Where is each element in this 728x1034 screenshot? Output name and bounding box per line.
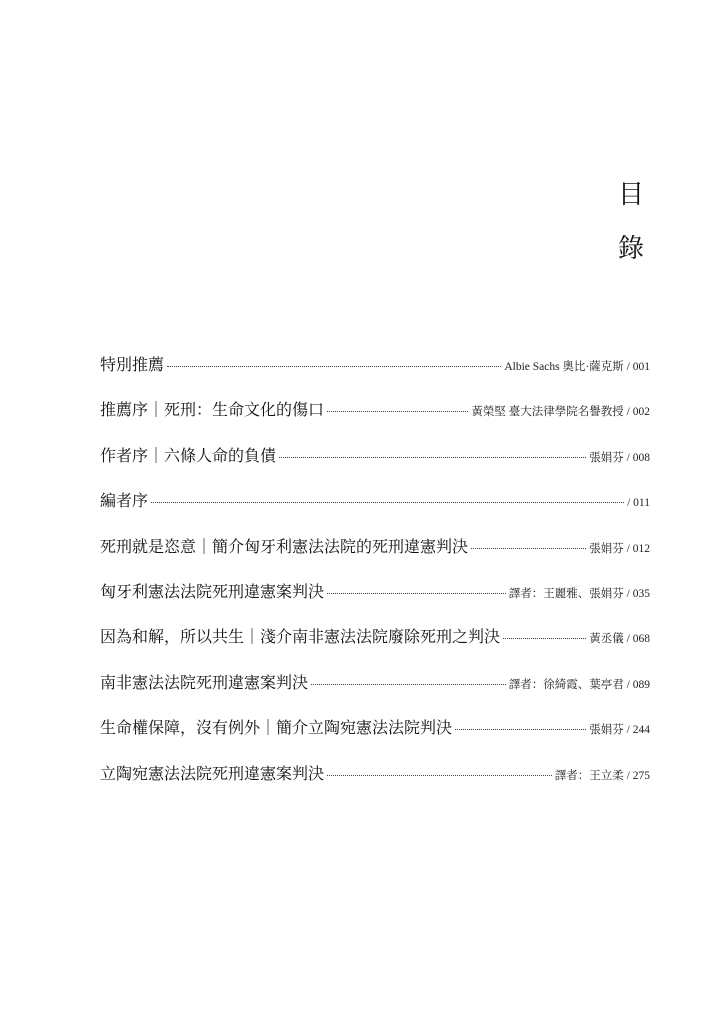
toc-entry-credit: 黃榮堅 臺大法律學院名譽教授 / 002 — [471, 406, 650, 419]
toc-entry[interactable] — [100, 715, 650, 760]
toc-entry[interactable] — [100, 624, 650, 669]
dot-leader — [279, 457, 586, 458]
dot-leader — [151, 502, 624, 503]
toc-entry-title: 死刑就是恣意｜簡介匈牙利憲法法院的死刑違憲判決 — [100, 536, 469, 556]
dot-leader — [311, 684, 506, 685]
toc-entry-author: 譯者：王立柔 — [554, 769, 624, 782]
toc-entry-author: 張娟芬 — [589, 451, 624, 464]
toc-entry-page: 244 — [632, 724, 650, 737]
toc-entry-credit: 黃丞儀 / 068 — [589, 633, 650, 646]
toc-entry-credit: 張娟芬 / 244 — [589, 724, 650, 737]
toc-heading-char-2: 錄 — [617, 234, 644, 264]
toc-entry-page: 012 — [632, 542, 650, 555]
toc-entry-credit: 譯者：王麗雅、張娟芬 / 035 — [508, 587, 650, 600]
toc-heading-char-1: 目 — [617, 180, 644, 210]
toc-entry-author: 譯者：徐綺霞、葉亭君 — [508, 678, 624, 691]
toc-entry[interactable] — [100, 488, 650, 533]
toc-entry-credit: 譯者：王立柔 / 275 — [554, 769, 650, 782]
toc-entry[interactable] — [100, 670, 650, 715]
toc-entry-title: 生命權保障，沒有例外｜簡介立陶宛憲法法院判決 — [100, 718, 453, 738]
toc-entry[interactable] — [100, 352, 650, 397]
toc-entry-credit: 張娟芬 / 012 — [589, 542, 650, 555]
toc-entry-page: 035 — [632, 587, 650, 600]
dot-leader — [327, 411, 468, 412]
toc-entry[interactable] — [100, 579, 650, 624]
dot-leader — [327, 593, 506, 594]
toc-entry-title: 特別推薦 — [100, 355, 165, 374]
toc-entry-page: 275 — [632, 769, 650, 782]
toc-entry[interactable] — [100, 534, 650, 579]
dot-leader — [471, 548, 586, 549]
toc-entry-title: 匈牙利憲法法院死刑違憲案判決 — [100, 581, 325, 601]
toc-entry[interactable] — [100, 443, 650, 488]
toc-entry-credit: Albie Sachs 奧比·薩克斯 / 001 — [504, 361, 650, 373]
toc-entry-credit: / 011 — [627, 497, 650, 510]
toc-entry-title: 編者序 — [100, 491, 149, 511]
toc-entry-credit: 張娟芬 / 008 — [589, 451, 650, 464]
toc-entry-author: 譯者：王麗雅、張娟芬 — [508, 587, 624, 600]
toc-entry-page: 002 — [632, 406, 650, 419]
table-of-contents — [100, 352, 650, 806]
toc-entry[interactable] — [100, 761, 650, 806]
toc-entry-title: 推薦序｜死刑：生命文化的傷口 — [100, 400, 325, 420]
toc-entry[interactable] — [100, 397, 650, 442]
dot-leader — [167, 366, 501, 367]
toc-entry-page: 011 — [633, 497, 650, 510]
toc-entry-author: 張娟芬 — [589, 542, 624, 555]
toc-entry-title: 因為和解，所以共生｜淺介南非憲法法院廢除死刑之判決 — [100, 627, 501, 647]
toc-entry-title: 立陶宛憲法法院死刑違憲案判決 — [100, 763, 325, 783]
dot-leader — [455, 729, 586, 730]
toc-entry-page: 089 — [632, 678, 650, 691]
toc-entry-title: 作者序｜六條人命的負債 — [100, 445, 277, 465]
toc-entry-author: 張娟芬 — [589, 724, 624, 737]
toc-entry-page: 068 — [632, 633, 650, 646]
toc-entry-page: 001 — [632, 361, 650, 373]
toc-entry-credit: 譯者：徐綺霞、葉亭君 / 089 — [508, 678, 650, 691]
dot-leader — [327, 775, 552, 776]
dot-leader — [503, 638, 586, 639]
toc-entry-author: 黃丞儀 — [589, 633, 624, 646]
toc-entry-title: 南非憲法法院死刑違憲案判決 — [100, 672, 309, 692]
toc-entry-author: 黃榮堅 臺大法律學院名譽教授 — [471, 406, 624, 419]
toc-entry-page: 008 — [632, 451, 650, 464]
toc-entry-author: Albie Sachs 奧比·薩克斯 — [504, 361, 624, 373]
